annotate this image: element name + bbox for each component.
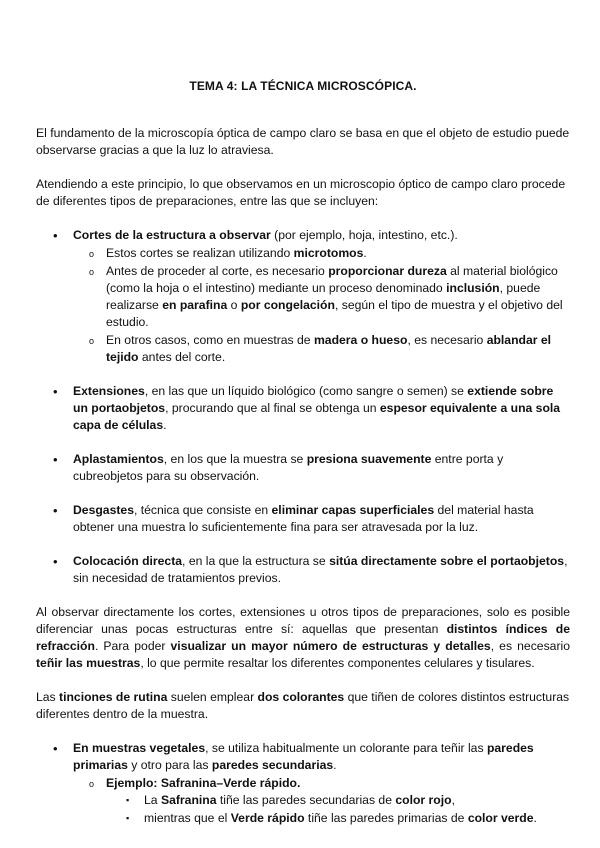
bold-text: Aplastamientos — [73, 452, 164, 466]
bold-text: espesor equivalente a una sola capa de células — [73, 401, 561, 432]
text: Antes de proceder al corte, es necesario — [106, 264, 329, 278]
bold-text: Safranina — [160, 793, 217, 807]
bold-text: eliminar capas superficiales — [271, 503, 435, 517]
text: entre porta y cubreobjetos para su observación. — [73, 452, 504, 483]
text: Las — [36, 690, 60, 704]
text: o — [227, 298, 241, 312]
text: que tiñen de colores distintos estructuras diferentes dentro de la muestra. — [36, 690, 570, 721]
text: La — [144, 793, 161, 807]
text: tiñe las paredes secundarias de — [216, 793, 396, 807]
sublist-item-ejemplo — [73, 775, 570, 827]
intro-paragraph-2: Atendiendo a este principio, lo que observamos en un microscopio óptico de campo claro procede de diferentes tipos de preparaciones, entre las que se incluyen: — [36, 177, 566, 208]
text: , en los que la muestra se — [163, 452, 307, 466]
bold-text: microtomos — [293, 246, 364, 260]
text: (por ejemplo, hoja, intestino, etc.). — [270, 228, 458, 242]
sublist-item-microtomos — [73, 245, 570, 262]
text: En otros casos, como en muestras de — [106, 333, 314, 347]
text: , en la que la estructura se — [182, 554, 330, 568]
bold-text: color rojo — [395, 793, 452, 807]
sublist-item-verde-rapido — [106, 810, 570, 827]
text: . — [163, 418, 167, 432]
tinciones-paragraph — [36, 689, 570, 723]
text: del material hasta obtener una muestra lo suficientemente fina para ser atravesada por la luz. — [73, 503, 534, 534]
bold-text: teñir las muestras — [36, 656, 141, 670]
text: , es necesario — [407, 333, 487, 347]
list-item-colocacion — [36, 553, 570, 587]
text: , en las que un líquido biológico (como sangre o semen) se — [144, 384, 468, 398]
text: . — [333, 758, 337, 772]
bold-text: visualizar un mayor número de estructuras y detalles — [170, 639, 491, 653]
text: y otro para las — [127, 758, 212, 772]
bold-text: Cortes de la estructura a observar — [73, 228, 271, 242]
bold-text: extiende sobre un portaobjetos — [73, 384, 554, 415]
text: , puede realizarse — [106, 281, 541, 312]
sublist-item-inclusion — [73, 263, 570, 331]
text: . — [363, 246, 367, 260]
bold-text: Ejemplo: Safranina–Verde rápido. — [106, 776, 301, 790]
sublist-item-ablandar — [73, 332, 570, 366]
page-title: TEMA 4: LA TÉCNICA MICROSCÓPICA. — [189, 79, 417, 93]
bold-text: paredes primarias — [73, 741, 534, 772]
text: al material biológico (como la hoja o el intestino) mediante un proceso denominado — [106, 264, 558, 295]
bold-text: en parafina — [162, 298, 228, 312]
text: antes del corte. — [138, 350, 226, 364]
sublist-item-safranina — [106, 792, 570, 809]
text: , se utiliza habitualmente un colorante para teñir las — [205, 741, 487, 755]
preparation-types-list — [36, 227, 570, 587]
text: mientras que el — [144, 811, 231, 825]
bold-text: proporcionar dureza — [328, 264, 447, 278]
observar-paragraph — [36, 604, 570, 672]
cortes-sublist — [73, 245, 570, 366]
bold-text: por congelación — [240, 298, 335, 312]
bold-text: Verde rápido — [230, 811, 305, 825]
bold-text: ablandar el tejido — [106, 333, 552, 364]
text: , según el tipo de muestra y el objetivo del estudio. — [106, 298, 563, 329]
bold-text: inclusión — [446, 281, 500, 295]
list-item-desgastes — [36, 502, 570, 536]
bold-text: presiona suavemente — [306, 452, 432, 466]
text: . — [533, 811, 537, 825]
intro-paragraph-1: El fundamento de la microscopía óptica de campo claro se basa en que el objeto de estudio puede observarse gracias a que la luz lo atraviesa. — [36, 126, 570, 157]
text: , es necesario — [490, 639, 570, 653]
bold-text: En muestras vegetales — [73, 741, 206, 755]
bold-text: sitúa directamente sobre el portaobjetos — [329, 554, 565, 568]
bold-text: Extensiones — [73, 384, 145, 398]
tinciones-list — [36, 740, 570, 827]
bold-text: dos colorantes — [257, 690, 345, 704]
text: Al observar directamente los cortes, extensiones u otros tipos de preparaciones, solo es posible diferenciar unas pocas estructuras entre sí: aquellas que presentan — [36, 605, 570, 636]
text: , técnica que consiste en — [133, 503, 272, 517]
text: . Para poder — [94, 639, 171, 653]
bold-text: Desgastes — [73, 503, 134, 517]
text: , sin necesidad de tratamientos previos. — [73, 554, 568, 585]
list-item-aplastamientos — [36, 451, 570, 485]
bold-text: color verde — [467, 811, 534, 825]
list-item-extensiones — [36, 383, 570, 434]
list-item-cortes — [36, 227, 570, 366]
bold-text: tinciones de rutina — [59, 690, 168, 704]
bold-text: Colocación directa — [73, 554, 183, 568]
text: suelen emplear — [167, 690, 258, 704]
list-item-vegetales — [36, 740, 570, 827]
text: , lo que permite resaltar los diferentes componentes celulares y tisulares. — [140, 656, 535, 670]
bold-text: distintos índices de refracción — [36, 622, 570, 653]
bold-text: paredes secundarias — [211, 758, 334, 772]
bold-text: madera o hueso — [313, 333, 408, 347]
text: Estos cortes se realizan utilizando — [106, 246, 294, 260]
text: , — [451, 793, 455, 807]
text: tiñe las paredes primarias de — [304, 811, 468, 825]
ejemplo-sublist — [106, 792, 570, 827]
text: , procurando que al final se obtenga un — [165, 401, 380, 415]
vegetales-sublist — [73, 775, 570, 827]
